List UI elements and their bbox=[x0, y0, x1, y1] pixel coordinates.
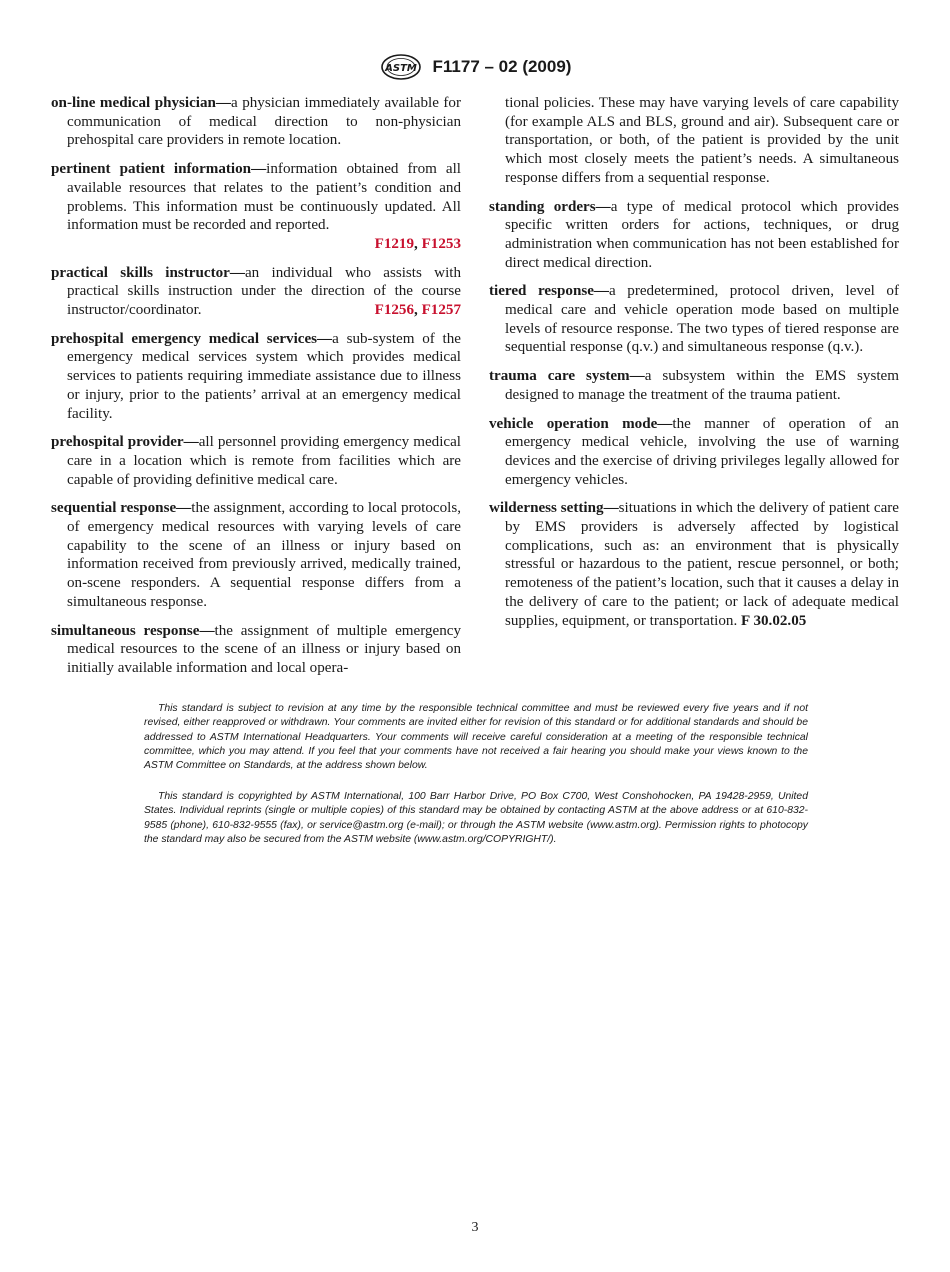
reference-link[interactable]: F1253 bbox=[421, 235, 461, 252]
definition-text: a subsystem within the EMS system designed to manage the treatment of the trauma patient. bbox=[505, 368, 899, 403]
definition-entry bbox=[51, 160, 461, 254]
definition-text: all personnel providing emergency medical care in a location which is remote from facilities which are capable of providing definitive medical care. bbox=[67, 434, 461, 488]
definition-text: the assignment, according to local protocols, of emergency medical resources with varying levels of care capability to the scene of an illness or injury based on information received from previously arrived, medically trained, on-scene responders. A sequential response differs from a simultaneous response. bbox=[67, 500, 461, 610]
definition-term: tiered response— bbox=[489, 283, 610, 300]
standard-designation: F1177 – 02 (2009) bbox=[432, 57, 572, 76]
definition-text: information obtained from all available resources that relates to the patient’s condition and problems. This information must be continuously updated. All information must be recorded and reported. bbox=[67, 161, 462, 234]
definition-text: a predetermined, protocol driven, level of medical care and vehicle operation mode based on multiple levels of resource response. The two types of tiered response are sequential response (q.v.) and simultaneous response (q.v.). bbox=[505, 283, 900, 356]
definition-term: prehospital emergency medical services— bbox=[51, 330, 333, 347]
definition-text: the assignment of multiple emergency medical resources to the scene of an illness or injury based on initially available information and local opera- bbox=[67, 622, 461, 676]
definition-term: on-line medical physician— bbox=[51, 95, 232, 111]
left-column bbox=[51, 94, 461, 688]
definition-term: practical skills instructor— bbox=[51, 264, 245, 281]
definition-text: an individual who assists with practical skills instruction under the direction of the course instructor/coordinator. bbox=[67, 264, 461, 319]
reference-link[interactable]: F1257 bbox=[421, 302, 461, 319]
definition-entry bbox=[51, 499, 461, 611]
astm-logo-icon bbox=[379, 52, 423, 82]
definition-text: situations in which the delivery of patient care by EMS providers is adversely affected by logistical complications, such as: an environment that is physically stressful or hazardous to the patient, rescue personnel, or both; remoteness of the patient’s location, such that it causes a delay in the delivery of care to the patient; or lack of adequate medical supplies, equipment, or transportation. bbox=[505, 500, 899, 629]
definition-entry bbox=[51, 330, 461, 424]
definition-term: trauma care system— bbox=[489, 368, 645, 385]
definition-entry bbox=[489, 499, 899, 630]
revision-notice bbox=[144, 702, 808, 773]
reference-list: F1256, F1257 bbox=[374, 302, 461, 319]
page-number: 3 bbox=[471, 1220, 479, 1235]
definition-entry bbox=[489, 367, 899, 404]
revision-notice-text: This standard is subject to revision at any time by the responsible technical committee and must be reviewed every five years and if not revised, either reapproved or withdrawn. Your comments are invited either for revision of this standard or for additional standards and should be addressed to ASTM International Headquarters. Your comments will receive careful consideration at a meeting of the responsible technical committee, which you may attend. If you feel that your comments have not received a fair hearing you should make your views known to the ASTM Committee on Standards, at the address shown below. bbox=[144, 703, 808, 772]
definition-entry bbox=[51, 622, 461, 678]
definition-text: a type of medical protocol which provides specific written orders for actions, techniques, or drug administration when communication has not been established for direct medical direction. bbox=[505, 198, 900, 271]
definition-entry bbox=[489, 415, 899, 490]
svg-text:ASTM: ASTM bbox=[384, 63, 417, 74]
definition-term: wilderness setting— bbox=[489, 500, 619, 517]
definition-text: a physician immediately available for communication of medical direction to non-physician prehospital care providers in remote location. bbox=[67, 95, 461, 149]
definition-term: prehospital provider— bbox=[51, 434, 199, 451]
copyright-notice bbox=[144, 790, 808, 847]
definition-entry bbox=[489, 198, 899, 273]
reference-list: F1219, F1253 bbox=[374, 235, 461, 252]
definition-entry bbox=[51, 264, 461, 320]
definition-term: sequential response— bbox=[51, 500, 192, 517]
reference-link[interactable]: F1219 bbox=[374, 235, 415, 252]
page-header bbox=[0, 52, 950, 82]
right-column bbox=[489, 94, 899, 640]
definition-entry bbox=[51, 94, 461, 150]
definition-text: the manner of operation of an emergency medical vehicle, involving the use of warning devices and the exercise of driving privileges legally allowed for emergency vehicles. bbox=[505, 415, 899, 488]
definition-term: simultaneous response— bbox=[51, 622, 215, 639]
definition-entry bbox=[489, 282, 899, 357]
definition-term: standing orders— bbox=[489, 198, 611, 215]
definition-continuation: tional policies. These may have varying levels of care capability (for example ALS and BLS, ground and air). Subsequent care or transportation, or both, of the patient is provided by the unit which most closely meets the patient’s needs. A simultaneous response differs from a sequential response. bbox=[505, 95, 899, 186]
reference-link[interactable]: F1256 bbox=[374, 302, 415, 319]
definition-term: vehicle operation mode— bbox=[489, 415, 673, 432]
definition-entry bbox=[51, 433, 461, 489]
committee-code: F 30.02.05 bbox=[741, 612, 807, 629]
definition-text: a sub-system of the emergency medical services system which provides medical services to patients requiring immediate assistance due to illness or injury, prior to the patients’ arrival at an emergency medical facility. bbox=[67, 330, 461, 422]
copyright-notice-text: This standard is copyrighted by ASTM International, 100 Barr Harbor Drive, PO Box C700, West Conshohocken, PA 19428-2959, United States. Individual reprints (single or multiple copies) of this standard may be obtained by contacting ASTM at the above address or at 610-832-9585 (phone), 610-832-9555 (fax), or service@astm.org (e-mail); or through the ASTM website (www.astm.org). Permission rights to photocopy the standard may also be secured from the ASTM website (www.astm.org/COPYRIGHT/). bbox=[144, 791, 808, 845]
definition-term: pertinent patient information— bbox=[51, 161, 267, 178]
